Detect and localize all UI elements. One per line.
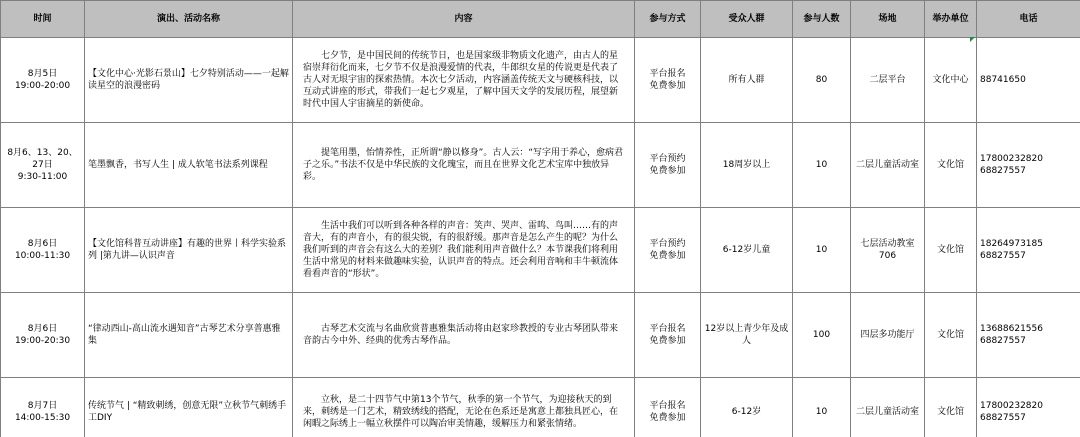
cell-count: 10 bbox=[793, 378, 851, 437]
cell-name: 传统节气 | “精致刺绣，创意无限”立秋节气刺绣手工DIY bbox=[85, 378, 293, 437]
cell-venue: 七层活动教室706 bbox=[851, 208, 925, 293]
cell-content bbox=[293, 378, 635, 437]
content-text: 生活中我们可以听到各种各样的声音：笑声、哭声、雷鸣、鸟叫……有的声音大，有的声音小，有的很尖锐，有的很舒缓。那声音是怎么产生的呢？为什么我们听到的声音会有这么大的差别？我们能利用声音做什么？本节课我们将利用生活中常见的材料来做趣味实验，认识声音的特点。还会利用音响和丰牛顿流体看看声音的“形状”。 bbox=[303, 221, 619, 279]
cell-name: 【文化中心·光影石景山】七夕特别活动——一起解读星空的浪漫密码 bbox=[85, 38, 293, 123]
cell-phone: 17800232820 68827557 bbox=[977, 123, 1080, 208]
table-row bbox=[1, 123, 1080, 208]
cell-count: 10 bbox=[793, 208, 851, 293]
cell-audience: 6-12岁儿童 bbox=[701, 208, 793, 293]
cell-name: 【文化馆科普互动讲座】有趣的世界丨科学实验系列 |第九讲—认识声音 bbox=[85, 208, 293, 293]
cell-count: 100 bbox=[793, 293, 851, 378]
content-text: 立秋，是二十四节气中第13个节气，秋季的第一个节气，为迎接秋天的到来，刺绣是一门艺术，精致绣线的搭配，无论在色系还是寓意上都独具匠心，在闲暇之际绣上一幅立秋摆件可以陶冶审美情趣，缓解压力和紧张情绪。 bbox=[303, 395, 619, 429]
cell-venue: 二层儿童活动室 bbox=[851, 378, 925, 437]
header-organizer: 举办单位 bbox=[925, 1, 977, 38]
content-text: 七夕节，是中国民间的传统节日，也是国家级非物质文化遗产，由古人的星宿崇拜衍化而来，七夕节不仅是浪漫爱情的代表，牛郎织女星的传说更是代表了古人对无垠宇宙的探索热情。本次七夕活动，内容涵盖传统天文与硬核科技，以互动式讲座的形式，带我们一起七夕观星，了解中国天文学的发展历程，展望新时代中国人宇宙摘星的新使命。 bbox=[303, 51, 619, 109]
cell-audience: 所有人群 bbox=[701, 38, 793, 123]
cell-name: “律动西山-高山流水遇知音”古琴艺术分享普惠雅集 bbox=[85, 293, 293, 378]
cell-audience: 6-12岁 bbox=[701, 378, 793, 437]
cell-organizer: 文化中心 bbox=[925, 38, 977, 123]
cell-method: 平台预约 免费参加 bbox=[635, 123, 701, 208]
cell-organizer: 文化馆 bbox=[925, 208, 977, 293]
cell-time: 8月7日 14:00-15:30 bbox=[1, 378, 85, 437]
table-row bbox=[1, 378, 1080, 437]
cell-venue: 二层儿童活动室 bbox=[851, 123, 925, 208]
content-text: 提笔用墨，怡情养性，正所谓“静以修身”。古人云：“写字用于养心，愈病君子之乐。”书法不仅是中华民族的文化瑰宝，而且在世界文化艺术宝库中独放异彩。 bbox=[303, 148, 623, 182]
cell-content bbox=[293, 293, 635, 378]
cell-content bbox=[293, 208, 635, 293]
cell-phone: 17800232820 68827557 bbox=[977, 378, 1080, 437]
header-venue: 场地 bbox=[851, 1, 925, 38]
header-row bbox=[1, 1, 1080, 38]
cell-venue: 四层多功能厅 bbox=[851, 293, 925, 378]
header-audience: 受众人群 bbox=[701, 1, 793, 38]
cell-phone: 88741650 bbox=[977, 38, 1080, 123]
header-time: 时间 bbox=[1, 1, 85, 38]
cell-time: 8月6日 19:00-20:30 bbox=[1, 293, 85, 378]
cell-content bbox=[293, 123, 635, 208]
cell-time: 8月6日 10:00-11:30 bbox=[1, 208, 85, 293]
cell-method: 平台预约 免费参加 bbox=[635, 208, 701, 293]
cell-venue: 二层平台 bbox=[851, 38, 925, 123]
cell-content bbox=[293, 38, 635, 123]
cell-time: 8月5日 19:00-20:00 bbox=[1, 38, 85, 123]
cell-audience: 12岁以上青少年及成人 bbox=[701, 293, 793, 378]
cell-organizer: 文化馆 bbox=[925, 123, 977, 208]
cell-count: 10 bbox=[793, 123, 851, 208]
cell-audience: 18周岁以上 bbox=[701, 123, 793, 208]
table-row bbox=[1, 293, 1080, 378]
header-count: 参与人数 bbox=[793, 1, 851, 38]
cell-organizer: 文化馆 bbox=[925, 293, 977, 378]
cell-name: 笔墨飘香，书写人生 | 成人软笔书法系列课程 bbox=[85, 123, 293, 208]
cell-method: 平台报名 免费参加 bbox=[635, 293, 701, 378]
header-content: 内容 bbox=[293, 1, 635, 38]
content-text: 古琴艺术交流与名曲欣赏普惠雅集活动将由赵家珍教授的专业古琴团队带来音韵古今中外、经典的优秀古琴作品。 bbox=[303, 324, 619, 346]
cell-time: 8月6、13、20、27日 9:30-11:00 bbox=[1, 123, 85, 208]
table-row bbox=[1, 208, 1080, 293]
cell-method: 平台报名 免费参加 bbox=[635, 378, 701, 437]
header-method: 参与方式 bbox=[635, 1, 701, 38]
header-name: 演出、活动名称 bbox=[85, 1, 293, 38]
cell-method: 平台报名 免费参加 bbox=[635, 38, 701, 123]
cell-phone: 13688621556 68827557 bbox=[977, 293, 1080, 378]
cell-organizer: 文化馆 bbox=[925, 378, 977, 437]
table-row bbox=[1, 38, 1080, 123]
cell-count: 80 bbox=[793, 38, 851, 123]
cell-phone: 18264973185 68827557 bbox=[977, 208, 1080, 293]
cell-comment-marker bbox=[970, 37, 975, 42]
header-phone: 电话 bbox=[977, 1, 1080, 38]
